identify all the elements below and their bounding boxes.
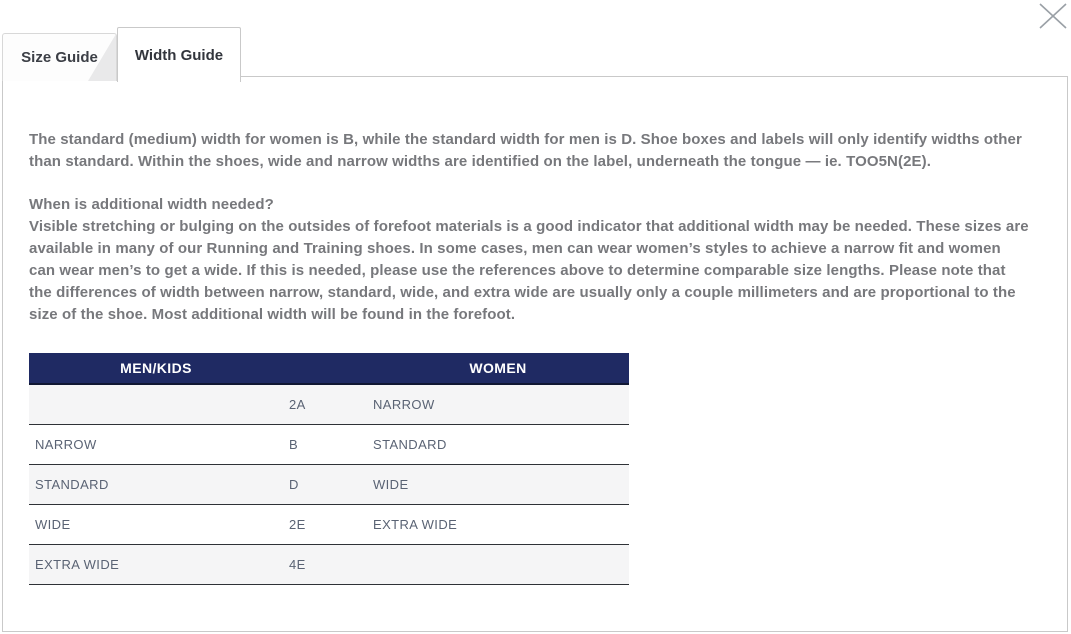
cell-women-label: STANDARD [367,424,629,464]
table-row [29,504,629,544]
cell-women-label [367,544,629,584]
cell-women-label: NARROW [367,384,629,424]
cell-men-label [29,384,283,424]
header-men-kids: MEN/KIDS [29,353,283,384]
header-women: WOMEN [367,353,629,384]
tab-bar [2,27,241,81]
tab-size-guide-label: Size Guide [21,49,98,66]
tab-width-guide-label: Width Guide [134,46,224,64]
table-header-row [29,353,629,384]
width-comparison-table [29,353,629,585]
cell-women-label: WIDE [367,464,629,504]
question-heading: When is additional width needed? [29,196,274,213]
width-guide-panel [2,76,1068,632]
tab-size-guide[interactable] [2,33,117,81]
cell-men-label: WIDE [29,504,283,544]
intro-paragraph: The standard (medium) width for women is B, while the standard width for men is D. Shoe boxes and labels will only identify widths other than standard. Within the shoes, wide and narrow widths are identified on the label, underneath the tongue — ie. TOO5N(2E). [29,131,1022,170]
table-row [29,384,629,424]
cell-men-label: NARROW [29,424,283,464]
cell-width-code: 2A [283,384,367,424]
table-row [29,464,629,504]
cell-width-code: 4E [283,544,367,584]
close-button[interactable] [1036,2,1070,32]
cell-width-code: 2E [283,504,367,544]
tab-width-guide[interactable] [117,27,241,82]
explanation-paragraph: Visible stretching or bulging on the outsides of forefoot materials is a good indicator that additional width may be needed. These sizes are available in many of our Running and Training shoes. In some cases, men can wear women’s styles to achieve a narrow fit and women can wear men’s to get a wide. If this is needed, please use the references above to determine comparable size lengths. Please note that the differences of width between narrow, standard, wide, and extra wide are usually only a couple millimeters and are proportional to the size of the shoe. Most additional width will be found in the forefoot. [29,218,1029,323]
cell-men-label: STANDARD [29,464,283,504]
cell-men-label: EXTRA WIDE [29,544,283,584]
cell-width-code: B [283,424,367,464]
cell-width-code: D [283,464,367,504]
header-spacer [283,353,367,384]
table-row [29,544,629,584]
table-row [29,424,629,464]
cell-women-label: EXTRA WIDE [367,504,629,544]
close-icon [1037,2,1069,30]
